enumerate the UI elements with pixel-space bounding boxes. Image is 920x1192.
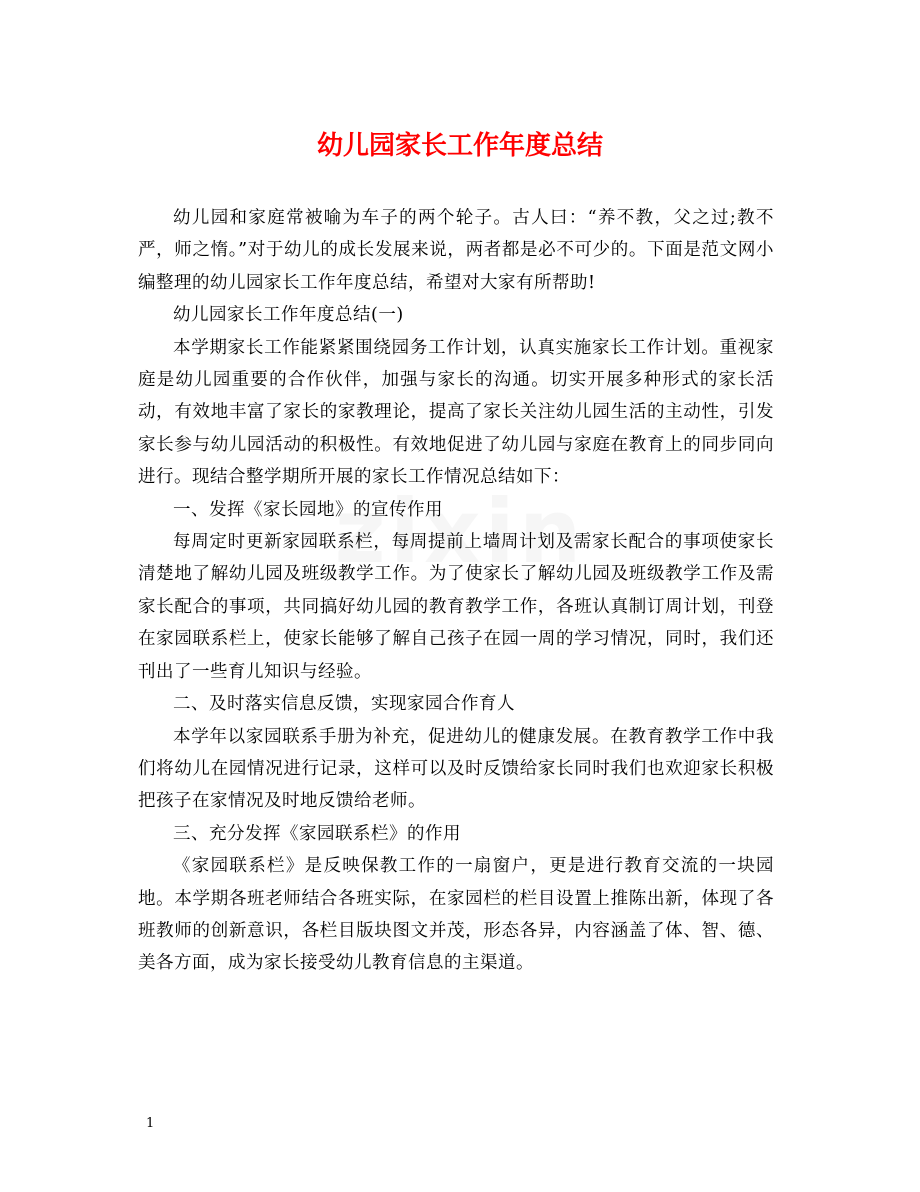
body-paragraph: 每周定时更新家园联系栏，每周提前上墙周计划及需家长配合的事项使家长清楚地了解幼儿园及班级教学工作。为了使家长了解幼儿园及班级教学工作及需家长配合的事项，共同搞好幼儿园的教育教学工作，各班认真制订周计划，刊登在家园联系栏上，使家长能够了解自己孩子在园一周的学习情况，同时，我们还刊出了一些育儿知识与经验。 <box>138 532 774 682</box>
body-paragraph: 本学年以家园联系手册为补充，促进幼儿的健康发展。在教育教学工作中我们将幼儿在园情况进行记录，这样可以及时反馈给家长同时我们也欢迎家长积极把孩子在家情况及时地反馈给老师。 <box>138 726 774 812</box>
section-heading: 二、及时落实信息反馈，实现家园合作育人 <box>173 694 515 715</box>
section-heading: 三、充分发挥《家园联系栏》的作用 <box>173 823 461 844</box>
body-paragraph: 本学期家长工作能紧紧围绕园务工作计划，认真实施家长工作计划。重视家庭是幼儿园重要的合作伙伴，加强与家长的沟通。切实开展多种形式的家长活动，有效地丰富了家长的家教理论，提高了家长关注幼儿园生活的主动性，引发家长参与幼儿园活动的积极性。有效地促进了幼儿园与家庭在教育上的同步同向进行。现结合整学期所开展的家长工作情况总结如下： <box>138 337 774 488</box>
intro-paragraph: 幼儿园和家庭常被喻为车子的两个轮子。古人曰：“养不教，父之过;教不严，师之惰。”对于幼儿的成长发展来说，两者都是必不可少的。下面是范文网小编整理的幼儿园家长工作年度总结，希望对大家有所帮助! <box>138 208 774 293</box>
section-heading: 一、发挥《家长园地》的宣传作用 <box>173 499 443 520</box>
section-heading: 幼儿园家长工作年度总结(一) <box>173 305 404 326</box>
document-body <box>138 202 774 980</box>
body-paragraph: 《家园联系栏》是反映保教工作的一扇窗户，更是进行教育交流的一块园地。本学期各班老师结合各班实际，在家园栏的栏目设置上推陈出新，体现了各班教师的创新意识，各栏目版块图文并茂，形态各异，内容涵盖了体、智、德、美各方面，成为家长接受幼儿教育信息的主渠道。 <box>138 856 774 974</box>
document-title: 幼儿园家长工作年度总结 <box>316 131 603 161</box>
page-number: 1 <box>146 1116 155 1131</box>
